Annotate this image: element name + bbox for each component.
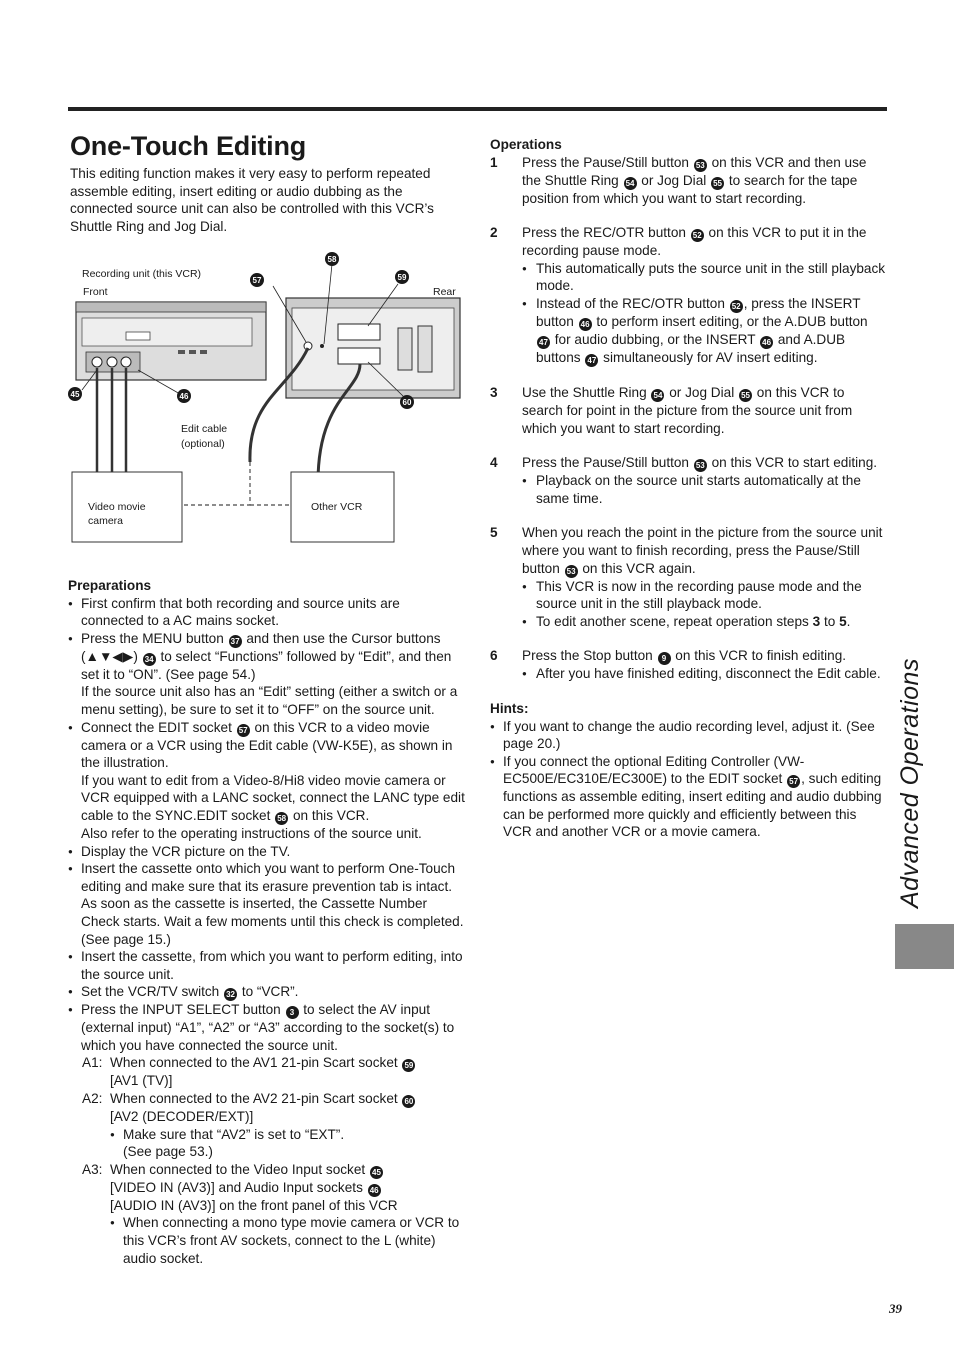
badge-58: 58 [327, 255, 337, 264]
ref-badge: 55 [739, 389, 752, 402]
badge-57: 57 [252, 276, 262, 285]
badge-45: 45 [70, 390, 80, 399]
prep-item: ● Connect the EDIT socket 57 on this VCR to a video movie camera or a VCR using the Edit cable (VW-K5E), as shown in the illustration. If you want to edit from a Video-8/Hi8 video movie camera or VCR equipped with a LANC socket, connect the LANC type edit cable to the SYNC.EDIT socket 58 on this VCR. Also refer to the operating instructions of the source unit. [68, 719, 466, 843]
recording-unit-label: Recording unit (this VCR) [82, 268, 202, 280]
section-tab [895, 924, 954, 969]
prep-item: ● Insert the cassette, from which you want to perform editing, into the source unit. [68, 948, 466, 983]
operation-step: 4 Press the Pause/Still button 53 on this VCR to start editing. ● Playback on the source unit starts automatically at the same time. [490, 454, 886, 507]
ref-badge: 58 [275, 812, 288, 825]
prep-item: ● First confirm that both recording and source units are connected to a AC mains socket. [68, 595, 466, 630]
hint-item: ● If you want to change the audio recording level, adjust it. (See page 20.) [490, 718, 886, 753]
other-vcr-label: Other VCR [311, 501, 363, 513]
preparations-section [68, 577, 466, 1267]
prep-item: ● Display the VCR picture on the TV. [68, 843, 466, 861]
camera-label-2: camera [88, 515, 124, 527]
hint-item: ● If you connect the optional Editing Controller (VW-EC500E/EC310E/EC300E) to the EDIT socket 57 , such editing functions as assemble editing, insert editing and audio dubbing can be performed more quickly and efficiently between this VCR and another VCR or a movie camera. [490, 753, 886, 841]
av-input-list: A1: When connected to the AV1 21-pin Scart socket 59 [AV1 (TV)] A2: When connected to the AV2 21-pin Scart socket 60 [AV2 (DECODER/EXT)] ● Make sure that “AV2” is set to “EXT”. (See page 53.) A3: When connected to the Video Input socket 45 [VIDEO IN (AV3)] and Audio Input sockets 46 [AUDIO IN (AV3)] on the front panel of this VCR ● When connecting a mono type movie camera or VCR to this VCR’s front AV sockets, connect to the L (white) audio socket. [68, 1054, 466, 1267]
ref-badge: 60 [402, 1095, 415, 1108]
ref-badge: 52 [730, 300, 743, 313]
ref-badge: 57 [787, 775, 800, 788]
prep-item: ● Press the INPUT SELECT button 3 to select the AV input (external input) “A1”, “A2” or “A3” according to the socket(s) to which you have connected the source unit. [68, 1001, 466, 1054]
top-rule [68, 107, 887, 111]
operation-step: 1 Press the Pause/Still button 53 on this VCR and then use the Shuttle Ring 54 or Jog Dial 55 to search for the tape position from which you want to start recording. [490, 154, 867, 206]
ref-badge: 46 [760, 336, 773, 349]
vcr-rear-panel [286, 298, 460, 398]
page-number: 39 [889, 1301, 902, 1316]
edit-cable-label-2: (optional) [181, 438, 225, 450]
ref-badge: 9 [658, 652, 671, 665]
badge-46: 46 [179, 392, 189, 401]
ref-badge: 32 [224, 988, 237, 1001]
ref-badge: 45 [370, 1166, 383, 1179]
ref-badge: 37 [229, 635, 242, 648]
operation-step: 3 Use the Shuttle Ring 54 or Jog Dial 55 on this VCR to search for point in the picture from the source unit from which you want to start recording. [490, 384, 853, 436]
ref-badge: 47 [537, 336, 550, 349]
page-title: One-Touch Editing [70, 131, 307, 161]
ref-badge: 57 [237, 724, 250, 737]
rear-label: Rear [433, 286, 456, 298]
ref-badge: 46 [579, 318, 592, 331]
intro-text: This editing function makes it very easy to perform repeated assemble editing, insert editing or audio dubbing as the connected source unit can also be controlled with this VCR’s Shuttle Ring and Jog Dial. [70, 166, 434, 234]
ref-badge: 54 [651, 389, 664, 402]
ref-badge: 46 [368, 1184, 381, 1197]
hints-heading: Hints: [490, 700, 529, 716]
preparations-heading: Preparations [68, 578, 152, 593]
ref-badge: 47 [585, 354, 598, 367]
vcr-front-panel [76, 302, 266, 380]
ref-badge: 59 [402, 1059, 415, 1072]
ref-badge: 53 [694, 159, 707, 172]
edit-cable-label-1: Edit cable [181, 423, 228, 435]
prep-item: ● Set the VCR/TV switch 32 to “VCR”. [68, 983, 466, 1001]
ref-badge: 3 [286, 1006, 299, 1019]
ref-badge: 34 [143, 653, 156, 666]
camera-label-1: Video movie [88, 501, 146, 513]
ref-badge: 52 [691, 229, 704, 242]
operation-step: 6 Press the Stop button 9 on this VCR to finish editing. ● After you have finished editing, disconnect the Edit cable. [490, 647, 886, 683]
operation-step: 2 Press the REC/OTR button 52 on this VCR to put it in the recording pause mode. ● This automatically puts the source unit in the still playback mode. ● Instead of the REC/OTR button 52 , press the INSERT button 46 to perform insert editing, or the A.DUB button 47 for audio dubbing, or the INSERT 46 and A.DUB buttons 47 simultaneously for AV insert editing. [490, 224, 886, 367]
ref-badge: 55 [711, 177, 724, 190]
ref-badge: 53 [565, 565, 578, 578]
ref-badge: 54 [624, 177, 637, 190]
operation-step: 5 When you reach the point in the picture from the source unit where you want to finish recording, press the Pause/Still button 53 on this VCR again. ● This VCR is now in the recording pause mode and the source unit in the still playback mode. ● To edit another scene, repeat operation steps 3 to 5. [490, 524, 886, 630]
connection-diagram [68, 250, 468, 546]
prep-item: ● Insert the cassette onto which you want to perform One-Touch editing and make sure that its erasure prevention tab is intact. As soon as the cassette is inserted, the Cassette Number Check starts. Wait a few moments until this check is completed. (See page 15.) [68, 860, 466, 948]
operations-heading: Operations [490, 137, 562, 152]
operations-section [490, 136, 886, 841]
badge-60: 60 [402, 398, 412, 407]
section-side-label: Advanced Operations [896, 658, 924, 908]
badge-59: 59 [397, 273, 407, 282]
ref-badge: 53 [694, 459, 707, 472]
prep-item: ● Press the MENU button 37 and then use the Cursor buttons (▲▼◀▶) 34 to select “Functions” followed by “Edit”, and then set it to “ON”. (See page 54.) If the source unit also has an “Edit” setting (either a switch or a menu setting), be sure to set it to “OFF” on the source unit. [68, 630, 466, 719]
front-label: Front [83, 286, 108, 298]
